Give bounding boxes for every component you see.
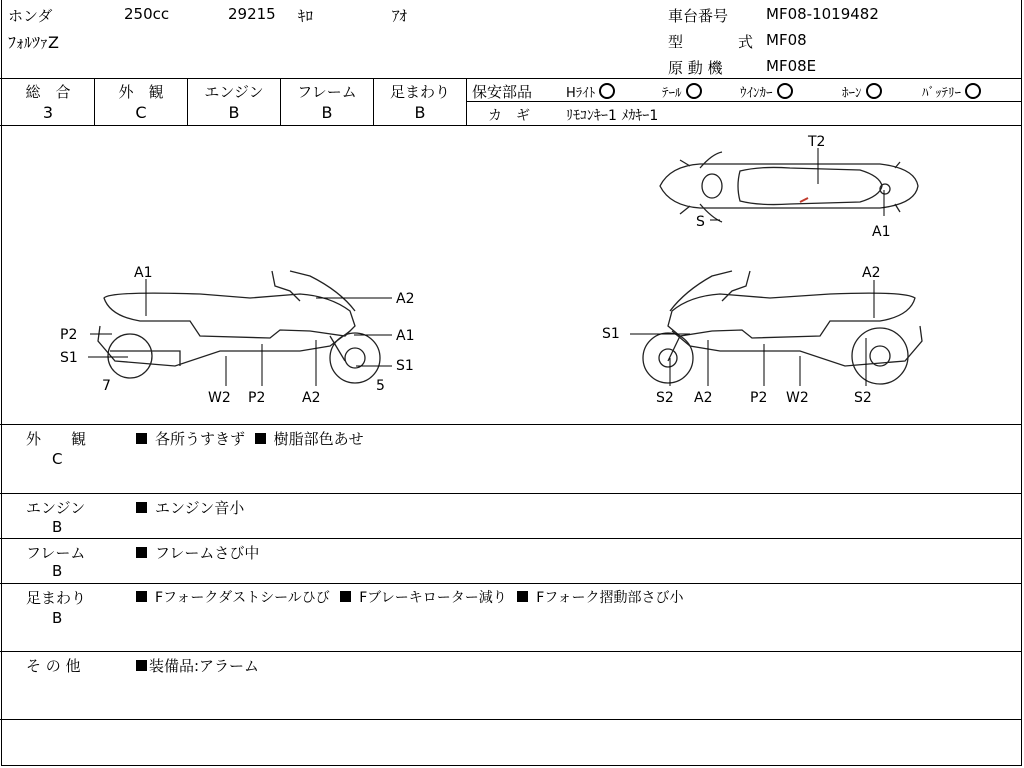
- grade-total-label: 総 合: [25, 83, 71, 101]
- remark-label: エンジン: [26, 499, 86, 517]
- ok-circle-icon: [866, 83, 882, 99]
- callout-labels: [60, 134, 890, 406]
- ok-circle-icon: [965, 83, 981, 99]
- label-left: 5: [376, 378, 385, 394]
- label-right: S2: [656, 390, 674, 406]
- label-left: P2: [60, 327, 78, 343]
- displacement: 250cc: [124, 5, 170, 23]
- ok-circle-icon: [777, 83, 793, 99]
- label-right: A2: [862, 265, 881, 281]
- label-left: S1: [60, 350, 78, 366]
- label-top: S: [696, 214, 705, 230]
- model-name: ﾌｫﾙﾂｧZ: [8, 33, 59, 52]
- bullet-icon: [136, 433, 147, 444]
- maker: ホンダ: [8, 7, 53, 25]
- remark-label: 足まわり: [26, 589, 87, 607]
- remark-items: 装備品:アラーム: [136, 655, 259, 676]
- grade-engine-value: B: [228, 103, 240, 122]
- grade-table-top: [0, 78, 1022, 79]
- scooter-top-view: [660, 152, 918, 222]
- grade-total-value: 3: [42, 103, 54, 122]
- frame-no: MF08-1019482: [766, 5, 879, 23]
- grade-exterior-value: C: [135, 103, 147, 122]
- remark-label: そ の 他: [26, 657, 81, 675]
- remark-grade: B: [52, 518, 63, 536]
- remark-grade: B: [52, 609, 63, 627]
- bullet-icon: [255, 433, 266, 444]
- remark-divider: [0, 651, 1022, 652]
- damage-diagram: [0, 126, 1022, 424]
- scooter-right-view: [643, 271, 922, 384]
- safety-item-headlight: Hﾗｲﾄ: [566, 82, 615, 101]
- safety-item-winker: ｳｲﾝｶｰ: [740, 82, 793, 101]
- label-left: S1: [396, 358, 414, 374]
- label-right: P2: [750, 390, 768, 406]
- mileage-unit: ｷﾛ: [298, 7, 314, 25]
- bullet-icon: [517, 591, 528, 602]
- engine-label: 原 動 機: [668, 59, 723, 77]
- grade-suspension-label: 足まわり: [389, 83, 450, 101]
- bullet-icon: [136, 547, 147, 558]
- ok-circle-icon: [686, 83, 702, 99]
- bullet-icon: [136, 660, 147, 671]
- engine-value: MF08E: [766, 57, 817, 75]
- label-left: A2: [396, 291, 415, 307]
- label-right: S1: [602, 326, 620, 342]
- grade-frame-label: フレーム: [297, 83, 357, 101]
- remark-items: エンジン音小: [136, 497, 244, 518]
- label-top: A1: [872, 224, 891, 240]
- keys-value: ﾘﾓｺﾝｷｰ1 ﾒｶｷｰ1: [566, 108, 659, 124]
- remark-items: Fフォークダストシールひび Fブレーキローター減り Fフォーク摺動部さび小: [136, 587, 684, 607]
- remark-divider: [0, 493, 1022, 494]
- label-left: W2: [208, 390, 231, 406]
- grade-engine-label: エンジン: [204, 83, 264, 101]
- remark-label: フレーム: [26, 544, 86, 562]
- grade-suspension-value: B: [414, 103, 426, 122]
- label-left: P2: [248, 390, 266, 406]
- label-left: A1: [134, 265, 153, 281]
- color: ｱｵ: [392, 7, 408, 25]
- bullet-icon: [136, 502, 147, 513]
- callout-lines: [88, 148, 884, 386]
- remark-label: 外 観: [26, 430, 87, 448]
- damage-mark: [800, 198, 808, 202]
- safety-item-tail: ﾃｰﾙ: [662, 82, 702, 101]
- remark-divider: [0, 719, 1022, 720]
- type-label-2: 式: [738, 33, 754, 51]
- label-right: W2: [786, 390, 809, 406]
- label-right: S2: [854, 390, 872, 406]
- keys-label: カ ギ: [488, 108, 530, 124]
- safety-item-horn: ﾎｰﾝ: [842, 82, 882, 101]
- type-label-1: 型: [668, 33, 684, 51]
- remark-divider: [0, 538, 1022, 539]
- remark-items: 各所うすきず 樹脂部色あせ: [136, 428, 364, 449]
- safety-item-battery: ﾊﾞｯﾃﾘｰ: [922, 82, 981, 101]
- frame-no-label: 車台番号: [668, 7, 729, 25]
- grade-frame-value: B: [321, 103, 333, 122]
- mileage: 29215: [228, 5, 276, 23]
- bullet-icon: [136, 591, 147, 602]
- scooter-left-view: [98, 271, 380, 383]
- safety-label: 保安部品: [472, 83, 533, 101]
- label-left: 7: [102, 378, 111, 394]
- remark-items: フレームさび中: [136, 542, 259, 563]
- remark-grade: C: [52, 450, 63, 468]
- type-value: MF08: [766, 31, 807, 49]
- remark-divider: [0, 583, 1022, 584]
- grade-exterior-label: 外 観: [118, 83, 164, 101]
- label-right: A2: [694, 390, 713, 406]
- ok-circle-icon: [599, 83, 615, 99]
- label-top: T2: [808, 134, 826, 150]
- remark-grade: B: [52, 562, 63, 580]
- diagram-bottom: [0, 424, 1022, 425]
- safety-divider: [467, 101, 1022, 102]
- bullet-icon: [340, 591, 351, 602]
- label-left: A1: [396, 328, 415, 344]
- label-left: A2: [302, 390, 321, 406]
- grade-divider: [466, 78, 467, 125]
